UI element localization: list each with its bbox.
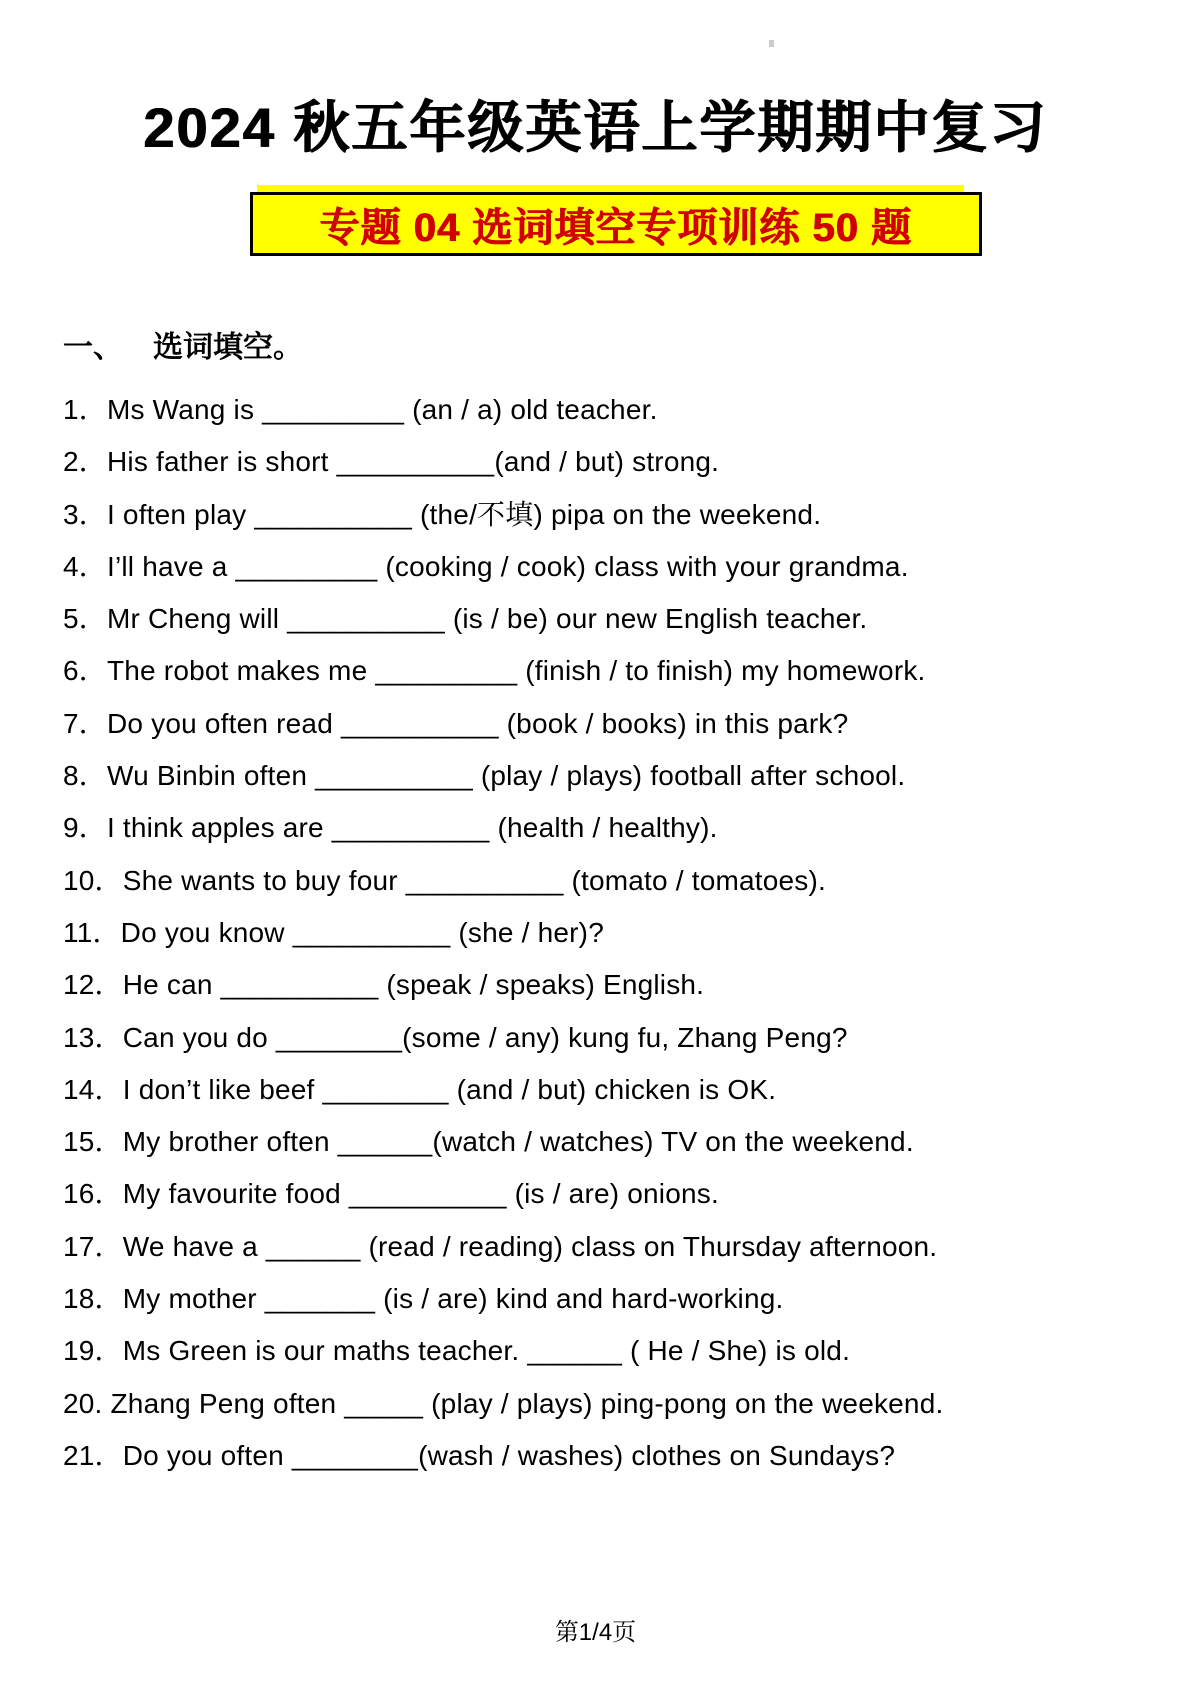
question-row: 5．Mr Cheng will __________ (is / be) our new English teacher. xyxy=(63,603,868,635)
question-list xyxy=(63,384,1191,1482)
question-row: 4．I’ll have a _________ (cooking / cook) class with your grandma. xyxy=(63,550,909,582)
question-row: 2．His father is short __________(and / but) strong. xyxy=(63,446,720,478)
question-row: 16．My favourite food __________ (is / are) onions. xyxy=(63,1178,719,1210)
question-row: 17．We have a ______ (read / reading) class on Thursday afternoon. xyxy=(63,1230,938,1262)
question-row: 11．Do you know __________ (she / her)? xyxy=(63,916,604,948)
question-row: 13．Can you do ________(some / any) kung fu, Zhang Peng? xyxy=(63,1021,848,1053)
question-row: 6．The robot makes me _________ (finish / to finish) my homework. xyxy=(63,655,926,687)
question-row: 9．I think apples are __________ (health / healthy). xyxy=(63,812,718,844)
question-row: 7．Do you often read __________ (book / books) in this park? xyxy=(63,707,849,739)
question-row: 1．Ms Wang is _________ (an / a) old teacher. xyxy=(63,394,658,425)
page-number: 第1/4页 xyxy=(554,1619,637,1646)
question-row: 10．She wants to buy four __________ (tomato / tomatoes). xyxy=(63,864,826,896)
question-row: 20. Zhang Peng often _____ (play / plays) ping-pong on the weekend. xyxy=(63,1387,944,1419)
page-title: 2024 秋五年级英语上学期期中复习 xyxy=(143,96,1048,159)
topic-banner xyxy=(250,192,982,256)
question-row: 3．I often play __________ (the/不填) pipa on the weekend. xyxy=(63,498,822,530)
section-header xyxy=(63,322,1191,366)
topic-banner-box xyxy=(250,192,982,256)
question-row: 21．Do you often ________(wash / washes) clothes on Sundays? xyxy=(63,1439,896,1471)
question-row: 15．My brother often ______(watch / watches) TV on the weekend. xyxy=(63,1126,914,1158)
question-row: 8．Wu Binbin often __________ (play / plays) football after school. xyxy=(63,760,906,792)
section-index: 一、 xyxy=(63,331,123,364)
question-row: 18．My mother _______ (is / are) kind and hard-working. xyxy=(63,1283,784,1315)
section-label: 选词填空。 xyxy=(153,331,303,364)
topic-banner-label: 专题 04 选词填空专项训练 50 题 xyxy=(319,205,913,250)
question-row: 12．He can __________ (speak / speaks) English. xyxy=(63,969,705,1001)
scan-speck-artifact xyxy=(769,40,774,47)
question-row: 14．I don’t like beef ________ (and / but) chicken is OK. xyxy=(63,1073,777,1105)
question-row: 19．Ms Green is our maths teacher. ______ ( He / She) is old. xyxy=(63,1335,851,1367)
